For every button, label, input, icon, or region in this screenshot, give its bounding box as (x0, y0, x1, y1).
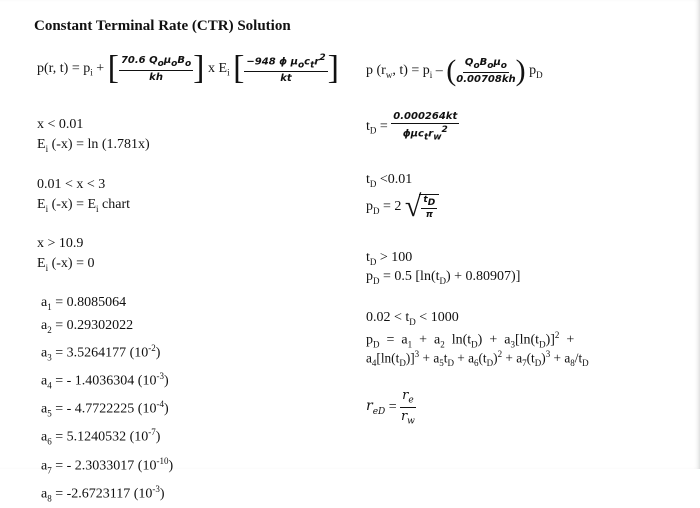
coefficient-list (41, 294, 173, 508)
equation-pressure-rw: p ($r_w$, $t) = p_i$ – ( $\frac{Q_oB_o\mu_o}{0.00708kh}$ ) $p_D$ (366, 54, 543, 87)
fraction-td-denominator: $\phi\mu c_tr_w^2$ (402, 125, 448, 143)
right-bracket-2: ] (327, 49, 339, 87)
eq-lhs: p(r, t) = p (37, 60, 91, 76)
fraction-red-numerator: $r_e$ (402, 388, 414, 406)
coefficient-a5: $a_5$ = - 4.7722225 $(10^{-4})$ (41, 399, 169, 419)
fraction-rw (456, 57, 515, 85)
case-3-formula: $E_i$ (-x) = 0 (37, 256, 95, 273)
case-1-condition: x < 0.01 (37, 117, 84, 132)
fraction-1 (119, 55, 193, 83)
coefficient-a8: $a_8 = -2.6723117$ $(10^{-3})$ (41, 483, 165, 504)
coefficient-a6: $a_6 = 5.1240532$ $(10^{-7})$ (41, 427, 161, 447)
equation-pd-sqrt: $p_D = 2$ √ $\frac{t_D}{\pi}$ (366, 192, 439, 222)
eq-times: x E (208, 60, 228, 76)
case-1-formula: $E_i$ (-x) = ln (1.781x) (37, 137, 150, 154)
equation-dimensionless-time: $t_D$ = $\frac{0.000264kt}{\phi\mu c_tr_w^2}$ (366, 111, 458, 143)
case-3-condition: x > 10.9 (37, 236, 84, 251)
left-bracket-2: [ (233, 49, 245, 87)
eq-plus: + (92, 60, 108, 76)
right-paren: ) (515, 54, 526, 87)
left-bracket: [ (107, 49, 119, 87)
fraction-2 (244, 53, 327, 84)
page-title: Constant Terminal Rate (CTR) Solution (34, 18, 291, 34)
condition-td-large: $t_D > 100$ (366, 250, 413, 267)
equation-pd-polynomial-line-1: $p_D = a_1 + a_2$ $\ln(t_D) + a_3[\ln(t_D)]^2$ + (366, 330, 575, 350)
fraction-red-denominator: $r_w$ (400, 408, 415, 427)
condition-td-mid: $0.02 < t_D < 1000$ (366, 310, 459, 327)
equation-red: $r_{eD}$ = $\frac{r_e}{r_w}$ (366, 388, 415, 427)
fraction-2-denominator: kt (280, 73, 292, 85)
fraction-td (391, 111, 459, 142)
eq-lhs-sub: i (90, 67, 93, 78)
coefficient-a3: $a_3 = 3.5264177$ $(10^{-2})$ (41, 343, 161, 363)
equation-pd-log: $p_D = 0.5$ $[\ln(t_D) + 0.80907)$] (366, 269, 521, 286)
fraction-rw-denominator: 0.00708kh (456, 74, 516, 85)
fraction-1-denominator: kh (149, 71, 163, 83)
coefficient-a7: $a_7$ = - 2.3033017 $(10^{-10})$ (41, 455, 174, 476)
fraction-2-numerator: −948 ϕ $\mu_oc_tr^2$ (246, 53, 326, 71)
fraction-sqrt-numerator: $t_D$ (423, 194, 436, 208)
fraction-sqrt-denominator: π (425, 210, 433, 221)
fraction-rw-numerator: $Q_oB_o\mu_o$ (464, 57, 507, 71)
coefficient-a2: $a_2 = 0.29302022$ (41, 317, 134, 335)
equation-pressure-r-t (37, 49, 339, 87)
condition-td-small: $t_D <0.01$ (366, 172, 413, 189)
fraction-red (400, 388, 416, 426)
equation-pd-polynomial-line-2: $a_4[\ln(t_D)]^3 + a_5t_D + a_6(t_D)^2 + a_7(t_D)^3 + a_8/t_D$ (366, 349, 589, 369)
fraction-1-numerator: 70.6 $Q_o\mu_oB_o$ (120, 54, 192, 69)
square-root: √ $\frac{t_D}{\pi}$ (405, 192, 439, 222)
fraction-sqrt (421, 195, 437, 221)
coefficient-a1: $a_1 = 0.8085064$ (41, 295, 127, 312)
left-paren: ( (446, 54, 457, 87)
eq-times-sub: i (227, 67, 230, 78)
fraction-td-numerator: 0.000264kt (393, 111, 458, 122)
coefficient-a4: $a_4$ = - 1.4036304 $(10^{-3})$ (41, 371, 169, 391)
case-2-condition: 0.01 < x < 3 (37, 177, 106, 192)
right-bracket: ] (193, 49, 205, 87)
case-2-formula: $E_i$ $(-x) = E_i$ chart (37, 197, 131, 214)
